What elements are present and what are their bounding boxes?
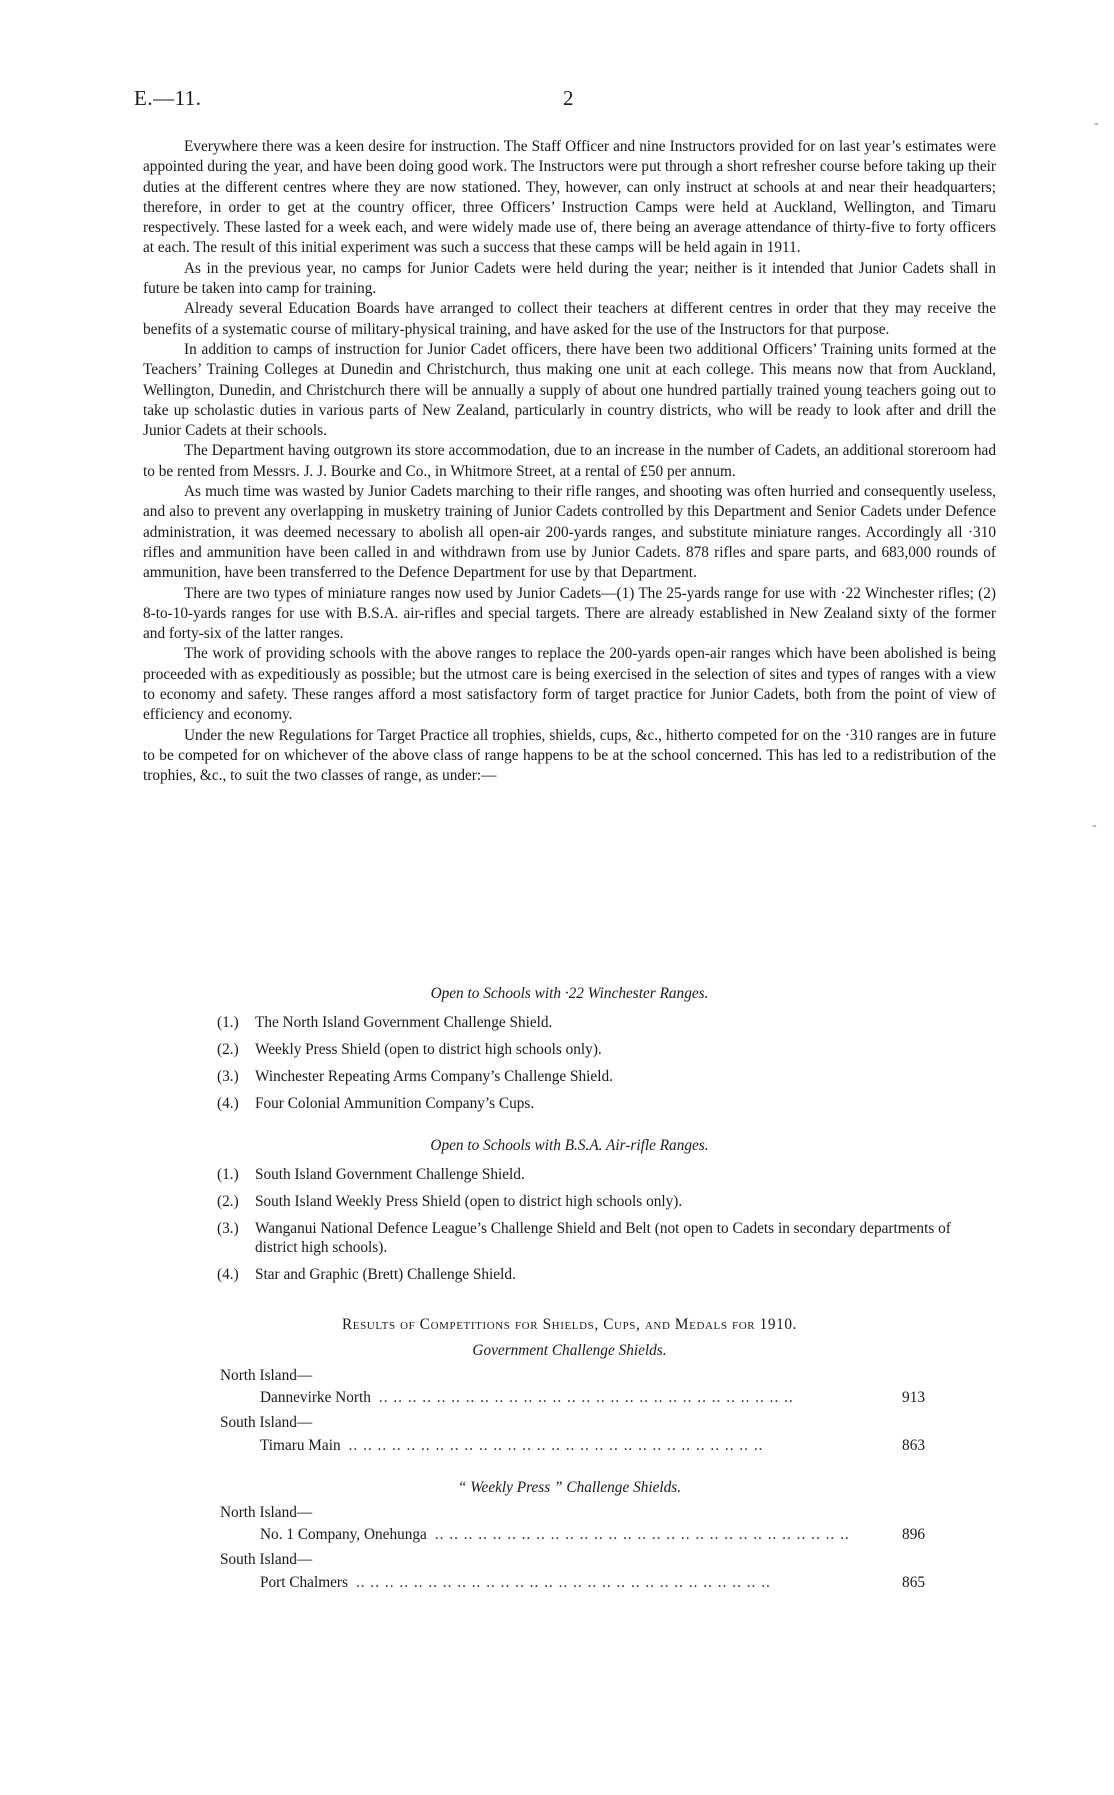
results-title: Results of Competitions for Shields, Cups, and Medals for 1910. bbox=[341, 1316, 798, 1333]
south-island-label: South Island— bbox=[220, 1551, 313, 1568]
item-text: The North Island Government Challenge Shield. bbox=[255, 1014, 553, 1031]
paragraph: There are two types of miniature ranges now used by Junior Cadets—(1) The 25-yards range for use with ·22 Winchester rifles; (2) 8-to-10-yards ranges for use with B.S.A. air-rifles and special targets. There are already established in New Zealand sixty of the former and forty-six of the latter ranges. bbox=[143, 584, 996, 643]
winchester-heading: Open to Schools with ·22 Winchester Ranges. bbox=[430, 985, 709, 1002]
leader-dots: .. .. .. .. .. .. .. .. .. .. .. .. .. .. .. .. .. .. .. .. .. .. .. .. .. .. .. .. .. bbox=[348, 1437, 764, 1454]
margin-mark: ‑ bbox=[1092, 818, 1097, 833]
list-item bbox=[217, 1067, 997, 1086]
item-number: (1.) bbox=[217, 1014, 239, 1031]
list-item bbox=[217, 1013, 997, 1032]
list-item bbox=[217, 1192, 997, 1211]
paragraph: Already several Education Boards have arranged to collect their teachers at different centres in order that they may receive the benefits of a systematic course of military-physical training, and have asked for the use of the Instructors for that purpose. bbox=[143, 300, 996, 338]
item-number: (4.) bbox=[217, 1095, 239, 1112]
item-number: (1.) bbox=[217, 1166, 239, 1183]
paragraph: The Department having outgrown its store accommodation, due to an increase in the number of Cadets, an additional storeroom had to be rented from Messrs. J. J. Bourke and Co., in Whitmore Street, at a rental of £50 per annum. bbox=[143, 442, 996, 480]
item-number: (3.) bbox=[217, 1068, 239, 1085]
paragraph: Under the new Regulations for Target Practice all trophies, shields, cups, &c., hitherto competed for on the ·310 ranges are in future to be competed for on whichever of the above class of range happens to be at the school concerned. This has led to a redistribution of the trophies, &c., to suit the two classes of range, as under:— bbox=[143, 726, 996, 785]
score: 896 bbox=[902, 1526, 925, 1543]
result-row bbox=[260, 1389, 925, 1407]
paragraph: Everywhere there was a keen desire for instruction. The Staff Officer and nine Instructors provided for on last year’s estimates were appointed during the year, and have been doing good work. The Instructors were put through a short refresher course before taking up their duties at the different centres where they are now stationed. They, however, can only instruct at schools at and near their headquarters; therefore, in order to get at the country officer, three Officers’ Instruction Camps were held at Auckland, Wellington, and Timaru respectively. These lasted for a week each, and were widely made use of, there being an average attendance of thirty-five to forty officers at each. The result of this initial experiment was such a success that these camps will be held again in 1911. bbox=[143, 138, 996, 257]
item-text: South Island Weekly Press Shield (open to district high schools only). bbox=[255, 1193, 683, 1210]
item-text: South Island Government Challenge Shield. bbox=[255, 1166, 525, 1183]
item-text: Star and Graphic (Brett) Challenge Shield. bbox=[255, 1266, 516, 1283]
paragraph: As much time was wasted by Junior Cadets marching to their rifle ranges, and shooting was often hurried and consequently useless, and also to prevent any overlapping in musketry training of Junior Cadets controlled by this Department and Senior Cadets under Defence administration, it was deemed necessary to abolish all open-air 200-yards ranges, and substitute miniature ranges. Accordingly all ·310 rifles and ammunition have been called in and withdrawn from use by Junior Cadets. 878 rifles and spare parts, and 683,000 rounds of ammunition, have been transferred to the Defence Department for use by that Department. bbox=[143, 483, 996, 582]
item-number: (2.) bbox=[217, 1041, 239, 1058]
item-text: Winchester Repeating Arms Company’s Challenge Shield. bbox=[255, 1068, 613, 1085]
paragraph: As in the previous year, no camps for Junior Cadets were held during the year; neither is it intended that Junior Cadets shall in future be taken into camp for training. bbox=[143, 259, 996, 298]
result-row bbox=[260, 1526, 925, 1544]
item-number: (2.) bbox=[217, 1193, 239, 1210]
item-text: Wanganui National Defence League’s Challenge Shield and Belt (not open to Cadets in secondary departments of district high schools). bbox=[255, 1220, 951, 1256]
score: 863 bbox=[902, 1437, 925, 1454]
item-number: (3.) bbox=[217, 1220, 239, 1237]
school-name: Dannevirke North bbox=[260, 1389, 371, 1406]
score: 865 bbox=[902, 1574, 925, 1591]
bsa-list bbox=[217, 1165, 997, 1292]
list-item bbox=[217, 1040, 997, 1059]
leader-dots: .. .. .. .. .. .. .. .. .. .. .. .. .. .. .. .. .. .. .. .. .. .. .. .. .. .. .. .. .. bbox=[434, 1526, 850, 1543]
item-text: Weekly Press Shield (open to district high schools only). bbox=[255, 1041, 602, 1058]
body-text bbox=[143, 137, 996, 787]
paragraph: In addition to camps of instruction for Junior Cadet officers, there have been two additional Officers’ Training units formed at the Teachers’ Training Colleges at Dunedin and Christchurch, thus making one unit at each college. This means now that from Auckland, Wellington, Dunedin, and Christchurch there will be annually a supply of about one hundred partially trained young teachers going out to take up scholastic duties in various parts of New Zealand, particularly in country districts, who will be ready to look after and drill the Junior Cadets at their schools. bbox=[143, 340, 996, 440]
result-row bbox=[260, 1574, 925, 1592]
result-row bbox=[260, 1437, 925, 1455]
score: 913 bbox=[902, 1389, 925, 1406]
list-item bbox=[217, 1094, 997, 1113]
government-heading: Government Challenge Shields. bbox=[472, 1342, 667, 1359]
list-item bbox=[217, 1219, 997, 1257]
school-name: Timaru Main bbox=[260, 1437, 341, 1454]
north-island-label: North Island— bbox=[220, 1504, 313, 1521]
list-item bbox=[217, 1265, 997, 1284]
margin-mark: ‑ bbox=[1094, 116, 1099, 131]
weekly-press-heading: “ Weekly Press ” Challenge Shields. bbox=[457, 1479, 682, 1496]
document-reference: E.—11. bbox=[134, 86, 202, 110]
item-text: Four Colonial Ammunition Company’s Cups. bbox=[255, 1095, 535, 1112]
north-island-label: North Island— bbox=[220, 1367, 313, 1384]
south-island-label: South Island— bbox=[220, 1414, 313, 1431]
paragraph: The work of providing schools with the above ranges to replace the 200-yards open-air ranges which have been abolished is being proceeded with as expeditiously as possible; but the utmost care is being exercised in the selection of sites and types of ranges with a view to economy and safety. These ranges afford a most satisfactory form of target practice for Junior Cadets, both from the point of view of efficiency and economy. bbox=[143, 645, 996, 724]
school-name: No. 1 Company, Onehunga bbox=[260, 1526, 427, 1543]
list-item bbox=[217, 1165, 997, 1184]
winchester-list bbox=[217, 1013, 997, 1121]
item-number: (4.) bbox=[217, 1266, 239, 1283]
page-number: 2 bbox=[563, 86, 574, 110]
bsa-heading: Open to Schools with B.S.A. Air-rifle Ranges. bbox=[430, 1137, 709, 1154]
leader-dots: .. .. .. .. .. .. .. .. .. .. .. .. .. .. .. .. .. .. .. .. .. .. .. .. .. .. .. .. .. bbox=[355, 1574, 771, 1591]
school-name: Port Chalmers bbox=[260, 1574, 348, 1591]
leader-dots: .. .. .. .. .. .. .. .. .. .. .. .. .. .. .. .. .. .. .. .. .. .. .. .. .. .. .. .. .. bbox=[378, 1389, 794, 1406]
